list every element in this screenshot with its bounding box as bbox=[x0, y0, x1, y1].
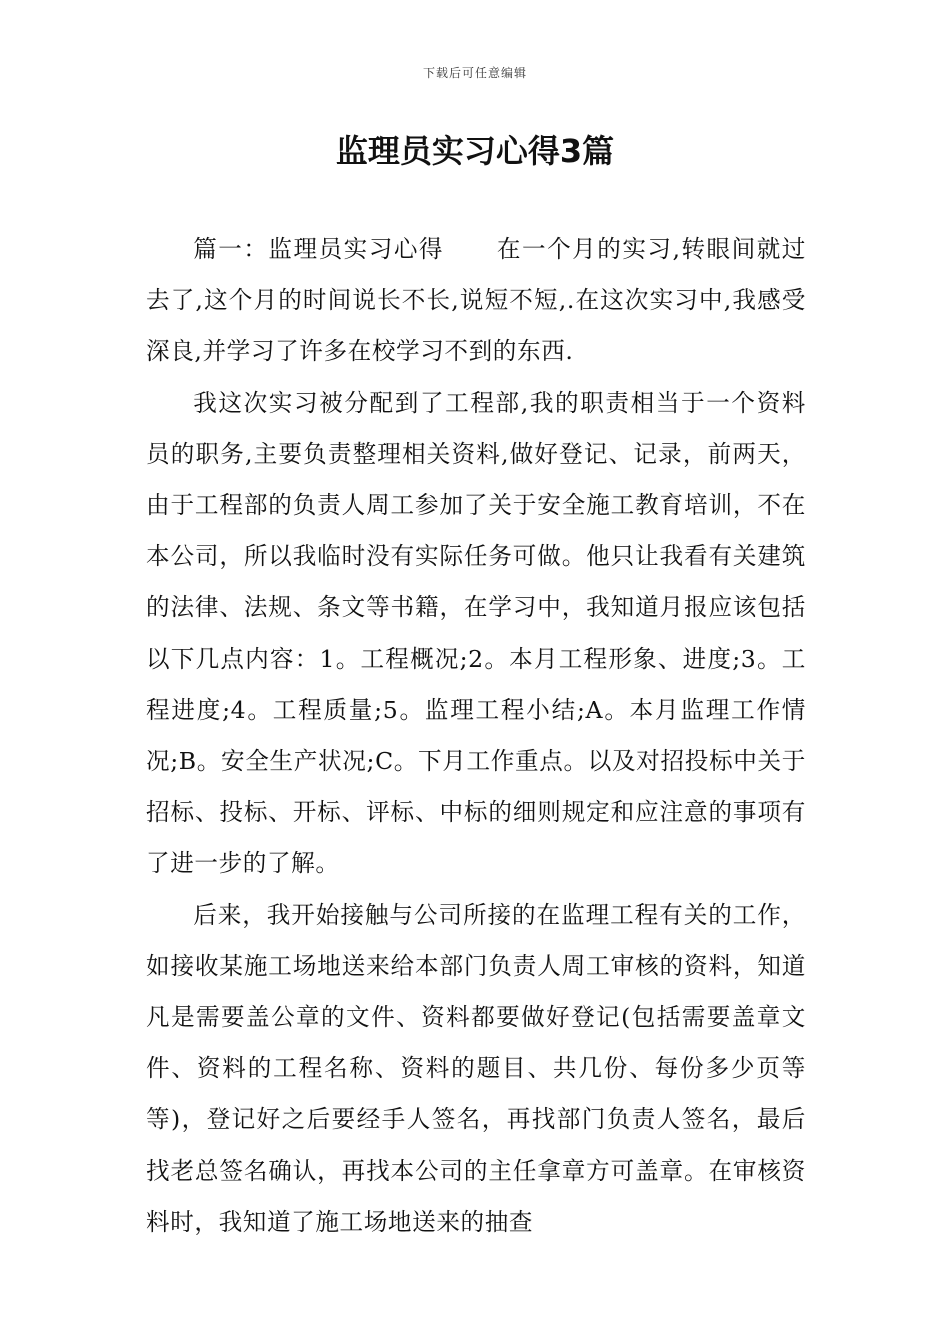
paragraph-3: 后来，我开始接触与公司所接的在监理工程有关的工作，如接收某施工场地送来给本部门负责人周工审核的资料，知道凡是需要盖公章的文件、资料都要做好登记(包括需要盖章文件、资料的工程名称、资料的题目、共几份、每份多少页等等)，登记好之后要经手人签名，再找部门负责人签名，最后找老总签名确认，再找本公司的主任拿章方可盖章。在审核资料时，我知道了施工场地送来的抽查 bbox=[146, 900, 806, 1236]
document-body bbox=[146, 224, 806, 1248]
paragraph-1 bbox=[146, 224, 806, 378]
page-title: 监理员实习心得3篇 bbox=[335, 132, 615, 170]
paragraph-2: 我这次实习被分配到了工程部,我的职责相当于一个资料员的职务,主要负责整理相关资料,做好登记、记录，前两天，由于工程部的负责人周工参加了关于安全施工教育培训，不在本公司，所以我临时没有实际任务可做。他只让我看有关建筑的法律、法规、条文等书籍，在学习中，我知道月报应该包括以下几点内容：1。工程概况;2。本月工程形象、进度;3。工程进度;4。工程质量;5。监理工程小结;A。本月监理工作情况;B。安全生产状况;C。下月工作重点。以及对招投标中关于招标、投标、开标、评标、中标的细则规定和应注意的事项有了进一步的了解。 bbox=[146, 388, 806, 878]
section-label: 篇一：监理员实习心得 bbox=[193, 235, 445, 263]
header-note: 下载后可任意编辑 bbox=[422, 66, 527, 80]
paragraph-1-text: 在一个月的实习,转眼间就过去了,这个月的时间说长不长,说短不短,.在这次实习中,我感受深良,并学习了许多在校学习不到的东西. bbox=[146, 235, 806, 366]
